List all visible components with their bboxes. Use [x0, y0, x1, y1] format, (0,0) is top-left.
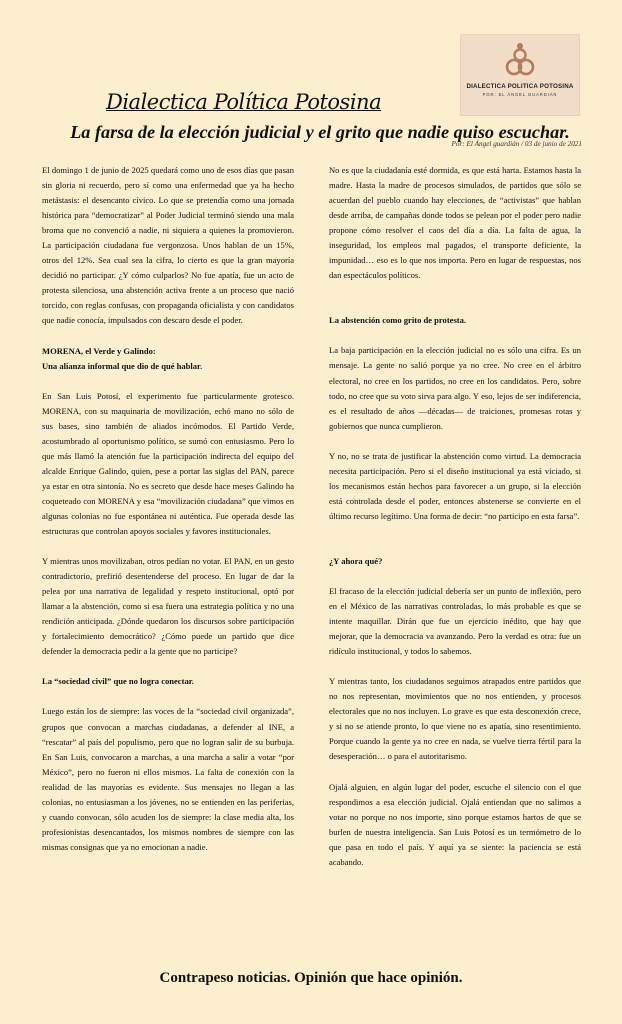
paragraph: Ojalá alguien, en algún lugar del poder, escuche el silencio con el que respondimos a esa elección judicial. Ojalá entiendan que no salimos a votar no porque no nos importe, sino porque estamos hartos de que se burlen de nuestra inteligencia. San Luis Potosí es un termómetro de lo que pasa en todo el país. Y aquí ya se siente: la paciencia se está acabando. — [329, 781, 581, 867]
article-byline: Por: El Ángel guardián / 03 de junio de 2021 — [451, 140, 582, 148]
interlocked-rings-logo-icon — [503, 42, 537, 80]
section-heading — [42, 344, 294, 374]
logo-author: POR: EL ÁNGEL GUARDIÁN — [482, 92, 558, 97]
right-column — [329, 163, 581, 885]
masthead-title: Dialectica Política Potosina — [106, 90, 382, 114]
logo-name: DIALECTICA POLITICA POTOSINA — [466, 83, 574, 90]
section-heading: La abstención como grito de protesta. — [329, 315, 467, 326]
left-column — [42, 163, 294, 870]
paragraph: El fracaso de la elección judicial debería ser un punto de inflexión, pero en el México de las narrativas controladas, lo más probable es que se intente maquillar. Dirán que fue un ejercicio inédito, que hay que mejorar, que la democracia va avanzando. Pero la verdad es otra: fue un ridículo institucional, y todos lo sabemos. — [329, 585, 581, 657]
article-headline: La farsa de la elección judicial y el grito que nadie quiso escuchar. — [70, 122, 570, 142]
paragraph: Luego están los de siempre: las voces de la “sociedad civil organizada”, grupos que convocan a marchas ciudadanas, a defender al INE, a “rescatar” al país del populismo, pero que no logran salir de su burbuja. En San Luis, convocaron a marchas, a una marcha a salir a votar “por México”, pero no fueron ni ellos mismos. La falta de conexión con la realidad de las mayorías es evidente. Sus mensajes no llegan a las colonias, no entusiasman a los jóvenes, no se entienden en las periferias, y cuando convocan, sólo acuden los de siempre: la clase media alta, los profesionistas desencantados, los mismos nombres de siempre con las mismas consignas que ya no emocionan a nadie. — [42, 706, 294, 852]
logo-box — [460, 34, 580, 116]
section-heading-line: MORENA, el Verde y Galindo: — [42, 345, 156, 356]
paragraph: Y mientras tanto, los ciudadanos seguimos atrapados entre partidos que no nos representan, movimientos que no nos entienden, y procesos electorales que no nos incluyen. Lo grave es que esta desconexión crece, y si no se atiende pronto, lo que viene no es apatía, sino resentimiento. Porque cuando la gente ya no cree en nada, se vuelve tierra fértil para la desesperación… o para el autoritarismo. — [329, 676, 581, 762]
section-heading: ¿Y ahora qué? — [329, 555, 383, 566]
paragraph: No es que la ciudadanía esté dormida, es que está harta. Estamos hasta la madre. Hasta la madre de procesos simulados, de partidos que sólo se acuerdan del pueblo cuando hay elecciones, de “activistas” que hablan desde arriba, de campañas donde todos se pelean por el poder pero nadie propone cómo resolver el caos del día a día. La falta de agua, la inseguridad, los empleos mal pagados, el transporte deficiente, la impunidad… eso es lo que nos importa. Pero en lugar de respuestas, nos dan espectáculos políticos. — [329, 165, 581, 281]
section-heading-line: Una alianza informal que dio de qué hablar. — [42, 360, 203, 371]
paragraph: En San Luis Potosí, el experimento fue particularmente grotesco. MORENA, con su maquinaria de movilización, echó mano no sólo de sus bases, sino también de aliados incómodos. El Partido Verde, acostumbrado al oportunismo político, se sumó con entusiasmo. Pero lo que más llamó la atención fue la participación indirecta del equipo del alcalde Enrique Galindo, quien, pese a portar las siglas del PAN, parece ya estar en otra sintonía. No es secreto que desde hace meses Galindo ha coqueteado con MORENA y esa “movilización ciudadana” que vimos en algunas colonias no fue espontánea ni auténtica. Fue operada desde las estructuras que controlan apoyos sociales y favores institucionales. — [42, 390, 294, 537]
paragraph: La baja participación en la elección judicial no es sólo una cifra. Es un mensaje. La gente no salió porque ya no cree. No cree en el árbitro electoral, no cree en los partidos, no cree en los candidatos. Pero, sobre todo, no cree que su voto sirva para algo. Y eso, lejos de ser indiferencia, es el resultado de años —décadas— de traiciones, promesas rotas y gobiernos que nunca cumplieron. — [329, 345, 581, 431]
paragraph: El domingo 1 de junio de 2025 quedará como uno de esos días que pasan sin gloria ni recuerdo, pero sí como una enfermedad que ya ha hecho metástasis: el desencanto cívico. Lo que se pretendía como una jornada histórica para “democratizar” al Poder Judicial terminó siendo una mala broma que no convenció a nadie, ni siquiera a quienes la promovieron. La participación ciudadana fue vergonzosa. Unos hablan de un 15%, otros del 12%. Sea cual sea la cifra, lo cierto es que la gran mayoría decidió no participar. ¿Y cómo culparlos? No fue apatía, fue un acto de protesta silenciosa, una abstención activa frente a un proceso que nació torcido, con reglas confusas, con propaganda oficialista y con candidatos que nadie conocía, impulsados con descaro desde el poder. — [42, 165, 294, 326]
footer-slogan: Contrapeso noticias. Opinión que hace opinión. — [159, 970, 463, 986]
paragraph: Y mientras unos movilizaban, otros pedían no votar. El PAN, en un gesto contradictorio, prefirió desentenderse del proceso. En lugar de dar la pelea por una narrativa de legalidad y respeto institucional, optó por llamar a la abstención, como si esa fuera una estrategia política y no una rendición anticipada. ¿Dónde quedaron los discursos sobre participación y fortalecimiento democrático? ¿Cómo puede un partido que dice defender la democracia pedir a la gente que no participe? — [42, 556, 294, 657]
paragraph: Y no, no se trata de justificar la abstención como virtud. La democracia necesita participación. Pero si el diseño institucional ya está viciado, si los mecanismos están hechos para favorecer a un grupo, si la elección está controlada desde el poder, entonces abstenerse se convierte en el último recurso legítimo. Una forma de decir: “no participo en esta farsa”. — [329, 450, 581, 521]
section-heading: La “sociedad civil” que no logra conectar. — [42, 676, 194, 687]
